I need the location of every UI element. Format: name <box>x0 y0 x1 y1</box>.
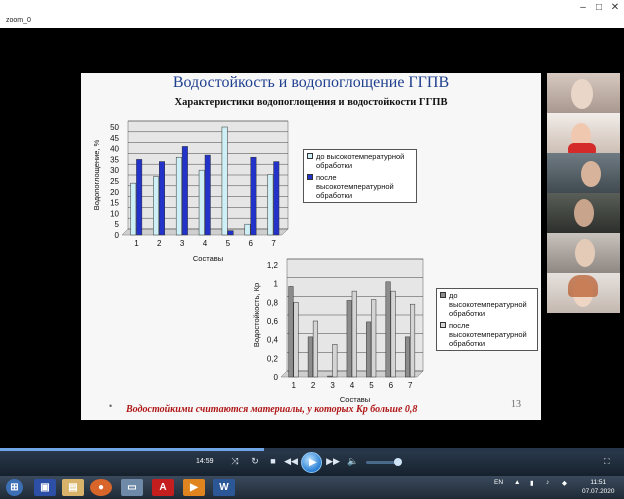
x-tick-label: 3 <box>330 381 335 390</box>
x-tick-label: 2 <box>157 239 162 248</box>
x-tick-label: 7 <box>271 239 276 248</box>
x-tick-label: 7 <box>408 381 413 390</box>
participant-video-1[interactable] <box>547 73 620 113</box>
bar <box>333 344 338 377</box>
legend-item <box>307 152 413 170</box>
taskbar-monitor-icon[interactable]: ▭ <box>121 479 143 496</box>
repeat-icon[interactable]: ↻ <box>251 456 259 466</box>
notification-icon[interactable]: ◆ <box>562 480 567 487</box>
bar <box>251 157 256 235</box>
bar <box>294 302 299 377</box>
x-tick-label: 5 <box>369 381 374 390</box>
fullscreen-icon[interactable]: ⛶ <box>604 457 610 466</box>
taskbar-firefox-icon[interactable]: ● <box>90 479 112 496</box>
taskbar-acrobat-icon[interactable]: A <box>152 479 174 496</box>
legend-label: до высокотемпературной обработки <box>449 291 527 318</box>
taskbar-files-icon[interactable]: ▤ <box>62 479 84 496</box>
slide-bullet: • <box>109 401 113 411</box>
participant-video-5[interactable] <box>547 233 620 273</box>
x-tick-label: 6 <box>388 381 394 390</box>
bar <box>199 170 204 235</box>
bar <box>366 322 371 377</box>
slide-footer: Водостойкими считаются материалы, у которых Кр больше 0,8 <box>126 404 418 415</box>
taskbar-clock[interactable] <box>582 478 615 496</box>
y-tick-label: 40 <box>110 144 119 154</box>
taskbar-save-icon[interactable]: ▣ <box>34 479 56 496</box>
legend-label: после высокотемпературной обработки <box>316 173 394 200</box>
playback-time: 14:59 <box>196 458 214 465</box>
bar <box>289 286 294 377</box>
volume-tray-icon[interactable]: ♪ <box>546 479 550 486</box>
tray-up-icon[interactable]: ▲ <box>514 479 521 486</box>
participant-video-2[interactable] <box>547 113 620 153</box>
y-tick-label: 0 <box>273 373 278 382</box>
close-button[interactable]: ✕ <box>610 2 620 13</box>
bar <box>182 146 187 235</box>
y-tick-label: 25 <box>110 177 119 186</box>
play-button[interactable] <box>301 452 322 473</box>
bar <box>205 155 210 235</box>
window-title: zoom_0 <box>6 17 31 24</box>
seek-bar-fill <box>0 448 264 451</box>
bar <box>328 376 333 377</box>
participant-video-6[interactable] <box>547 273 620 313</box>
legend-label: до высокотемпературной обработки <box>316 152 405 170</box>
participant-video-3[interactable] <box>547 153 620 193</box>
x-tick-label: 1 <box>291 381 296 390</box>
y-tick-label: 35 <box>110 155 119 165</box>
participant-face <box>575 239 595 267</box>
y-tick-label: 0,6 <box>266 317 278 326</box>
slide-title: Водостойкость и водопоглощение ГГПВ <box>172 74 450 91</box>
play-icon: ▶ <box>309 457 317 468</box>
stop-button[interactable]: ■ <box>270 456 276 466</box>
minimize-button[interactable]: – <box>580 2 586 13</box>
bar <box>313 321 318 377</box>
bar <box>245 224 250 235</box>
participant-video-4[interactable] <box>547 193 620 233</box>
y-tick-label: 20 <box>110 187 119 197</box>
y-tick-label: 45 <box>110 133 119 143</box>
water-absorption-chart <box>91 111 291 271</box>
x-axis-label: Составы <box>339 395 371 404</box>
volume-icon[interactable]: 🔈 <box>347 456 359 466</box>
legend-item <box>307 173 413 200</box>
y-tick-label: 1 <box>273 279 278 289</box>
x-axis-label: Составы <box>192 254 224 263</box>
slide-subtitle: Характеристики водопоглощения и водостойкости ГГПВ <box>174 97 448 108</box>
bar <box>176 157 181 235</box>
x-tick-label: 4 <box>349 381 355 390</box>
bar <box>405 337 410 377</box>
video-stage <box>0 28 624 448</box>
participant-face <box>574 199 594 227</box>
bar <box>371 300 376 377</box>
legend-swatch <box>440 322 446 328</box>
legend-swatch <box>440 292 446 298</box>
y-tick-label: 30 <box>110 166 119 176</box>
presentation-slide <box>81 73 541 420</box>
participant-face <box>571 79 593 109</box>
start-button[interactable]: ⊞ <box>6 479 23 496</box>
y-tick-label: 15 <box>110 198 119 208</box>
x-tick-label: 5 <box>225 239 231 248</box>
water-resistance-chart <box>251 253 431 403</box>
y-axis-label: Водостойкость, Кр <box>252 282 261 348</box>
volume-slider[interactable] <box>366 461 400 464</box>
network-icon[interactable]: ▮ <box>530 480 534 487</box>
volume-knob[interactable] <box>394 458 402 466</box>
y-tick-label: 0 <box>114 231 119 240</box>
y-tick-label: 50 <box>110 123 119 132</box>
participant-hair <box>568 275 598 297</box>
bar <box>130 183 135 235</box>
bar <box>136 159 141 235</box>
x-tick-label: 2 <box>310 381 316 390</box>
bar <box>391 291 396 377</box>
bar <box>308 337 313 377</box>
previous-button[interactable]: ◀◀ <box>284 456 298 466</box>
bar <box>352 291 357 377</box>
legend-label: после высокотемпературной обработки <box>449 321 527 348</box>
bar <box>222 127 227 235</box>
slide-page-number: 13 <box>511 399 521 410</box>
y-tick-label: 5 <box>114 220 119 230</box>
seek-bar[interactable] <box>0 448 624 451</box>
bar <box>153 177 158 235</box>
participant-face <box>581 161 601 187</box>
bar <box>268 175 273 235</box>
clock-date: 07.07.2020 <box>582 488 615 495</box>
bar <box>386 282 391 377</box>
legend-swatch <box>307 174 313 180</box>
chart2-legend <box>436 288 538 351</box>
bar <box>347 300 352 377</box>
bar <box>410 304 415 377</box>
media-controls <box>0 448 624 476</box>
participant-shirt <box>568 143 596 153</box>
bar <box>274 162 279 235</box>
y-tick-label: 10 <box>110 209 119 219</box>
next-button[interactable]: ▶▶ <box>326 456 340 466</box>
y-axis-label: Водопоглощение, % <box>92 139 101 211</box>
legend-swatch <box>307 153 313 159</box>
taskbar <box>0 476 624 499</box>
title-bar <box>0 0 624 28</box>
legend-item <box>440 321 534 348</box>
y-tick-label: 0,4 <box>266 335 278 345</box>
shuffle-icon[interactable]: ⤨ <box>231 456 239 466</box>
maximize-button[interactable]: □ <box>595 2 603 13</box>
chart1-legend <box>303 149 417 203</box>
x-tick-label: 6 <box>248 239 253 248</box>
language-indicator[interactable]: EN <box>494 479 504 486</box>
taskbar-media-player-icon[interactable]: ▶ <box>183 479 205 496</box>
y-tick-label: 0,8 <box>266 298 278 308</box>
y-tick-label: 0,2 <box>266 354 278 364</box>
bar <box>159 162 164 235</box>
x-tick-label: 1 <box>134 239 139 248</box>
legend-item <box>440 291 534 318</box>
y-tick-label: 1,2 <box>266 261 278 270</box>
x-tick-label: 3 <box>179 239 185 248</box>
taskbar-word-icon[interactable]: W <box>213 479 235 496</box>
bar <box>228 231 233 235</box>
clock-time: 11:51 <box>590 479 607 486</box>
x-tick-label: 4 <box>202 239 208 248</box>
